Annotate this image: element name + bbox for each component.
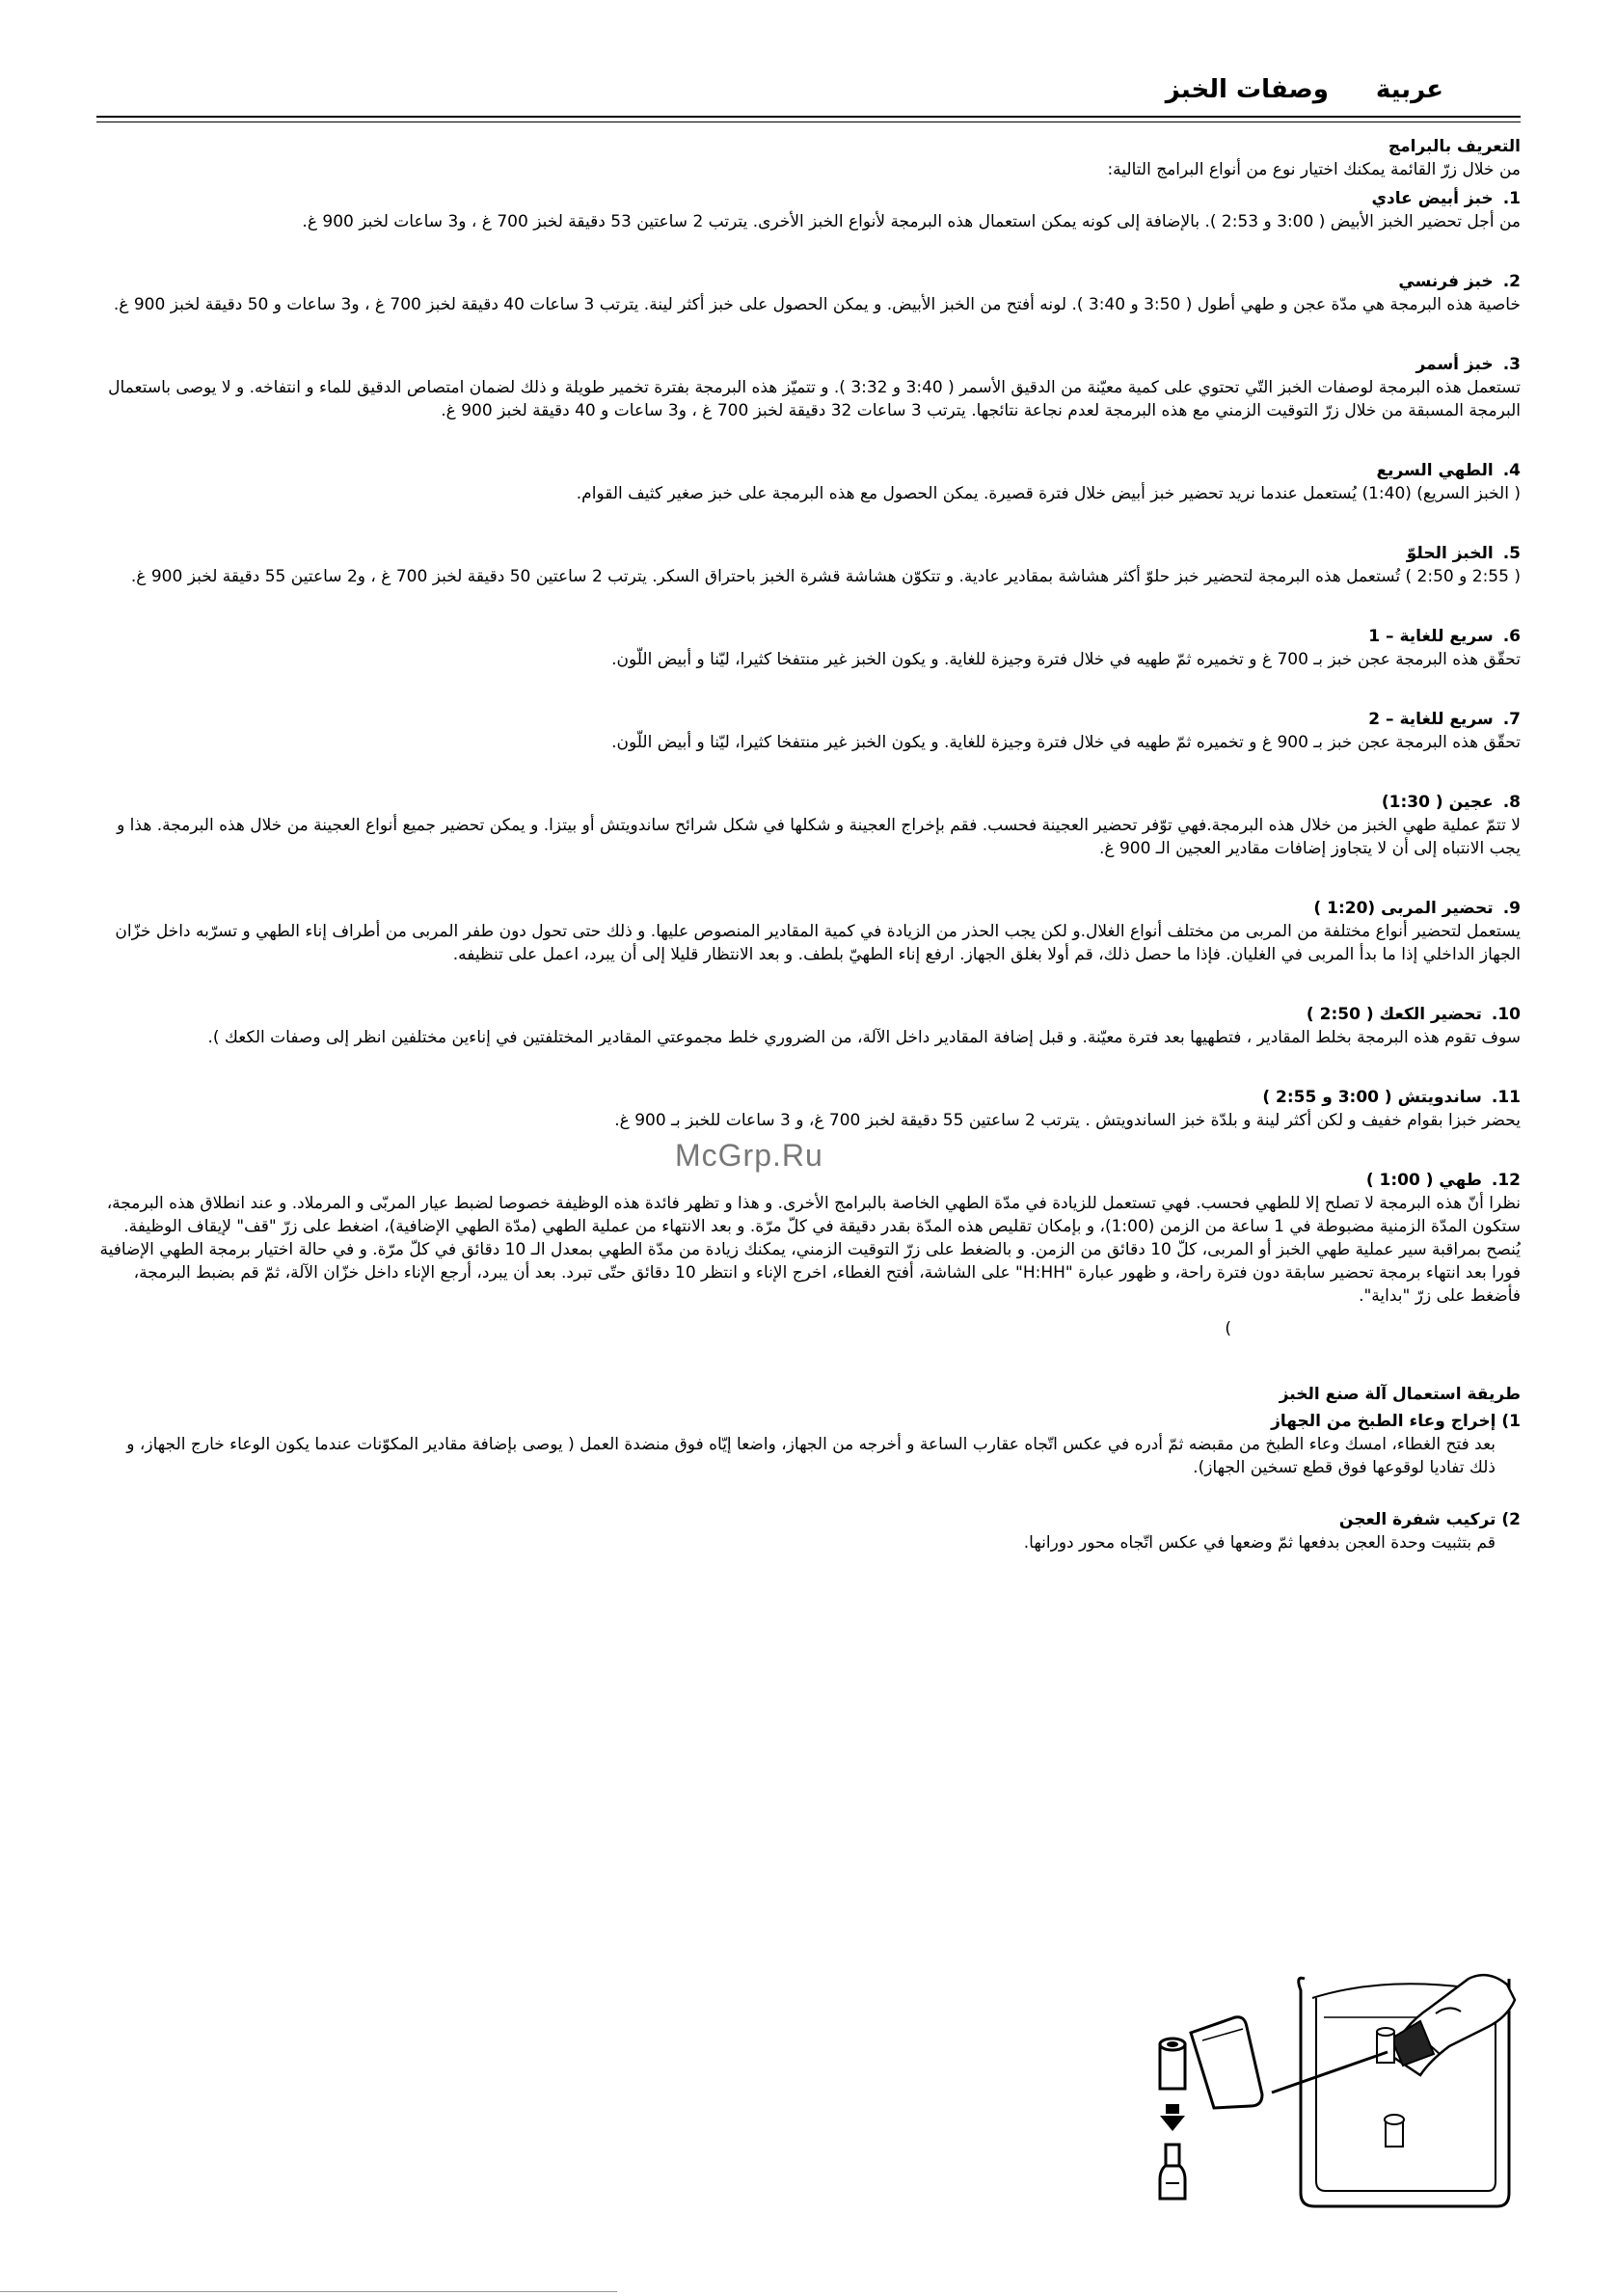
step-heading: [96, 1508, 1521, 1531]
program-section: [96, 353, 1521, 422]
step-description: قم بتثبيت وحدة العجن بدفعها ثمّ وضعها في عكس اتّجاه محور دورانها.: [1023, 1533, 1496, 1553]
header-language: عربية: [1375, 75, 1443, 104]
program-heading: [96, 791, 1521, 814]
program-description: تحقّق هذه البرمجة عجن خبز بـ 900 غ و تخميره ثمّ طهيه في خلال فترة وجيزة للغاية. و يكون الخبز غير منتفخا كثيرا، ليّنا و أبيض اللّون.: [611, 733, 1521, 752]
intro-title: التعريف بالبرامج: [1388, 137, 1521, 156]
program-section: [96, 708, 1521, 754]
stray-parenthesis: ): [1225, 1319, 1231, 1338]
program-number: 2.: [1502, 272, 1521, 291]
program-section: [96, 459, 1521, 505]
program-heading: [96, 542, 1521, 565]
program-heading: [96, 897, 1521, 920]
program-section: [96, 542, 1521, 588]
program-title: عجين ( 1:30): [1381, 793, 1494, 812]
step-heading: [96, 1410, 1521, 1433]
program-title: خبز فرنسي: [1398, 272, 1494, 291]
step-number: 1): [1501, 1412, 1521, 1431]
program-heading: [96, 187, 1521, 210]
program-description: لا تتمّ عملية طهي الخبز من خلال هذه البرمجة.فهي توّفر تحضير العجينة فحسب. فقم بإخراج العجينة و شكلها في شكل شرائح ساندويتش أو بيتزا. و يمكن تحضير جميع أنواع العجينة من خلال هذه البرمجة. هذا و يجب الانتباه إلى أن لا يتجاوز إضافات مقادير العجين الـ 900 غ.: [117, 816, 1521, 858]
program-description: تحقّق هذه البرمجة عجن خبز بـ 700 غ و تخميره ثمّ طهيه في خلال فترة وجيزة للغاية. و يكون الخبز غير منتفخا كثيرا، ليّنا و أبيض اللّون.: [611, 650, 1521, 669]
program-heading: [96, 459, 1521, 482]
program-heading: [96, 270, 1521, 293]
step-number: 2): [1501, 1510, 1521, 1529]
program-number: 10.: [1491, 1005, 1521, 1024]
usage-step: [96, 1508, 1521, 1554]
program-description: تستعمل هذه البرمجة لوصفات الخبز التّي تحتوي على كمية معيّنة من الدقيق الأسمر ( 3:40 و 3:32 ). و تتميّز هذه البرمجة بفترة تخمير طويلة و ذلك لضمان امتصاص الدقيق للماء و انتفاخه. و لا يوصى باستعمال البرمجة المسبقة من خلال زرّ التوقيت الزمني مع هذه البرمجة لعدم نجاعة نتائجها. يترتب 3 ساعات 32 دقيقة لخبز 700 غ ، و3 ساعات و 40 دقيقة لخبز 900 غ.: [108, 378, 1521, 420]
program-number: 4.: [1502, 461, 1521, 480]
program-title: تحضير الكعك ( 2:50 ): [1306, 1005, 1482, 1024]
footer-rule: [0, 2291, 617, 2292]
kneading-blade-illustration: [1102, 1940, 1519, 2212]
program-description: ( الخبز السريع) (1:40) يُستعمل عندما نريد تحضير خبز أبيض خلال فترة قصيرة. يمكن الحصول مع هذه البرمجة على خبز صغير كثيف القوام.: [576, 484, 1521, 503]
program-title: سريع للغاية – 2: [1368, 710, 1494, 729]
program-section: [96, 187, 1521, 233]
program-number: 7.: [1502, 710, 1521, 729]
program-section: [96, 1086, 1521, 1132]
header-section: وصفات الخبز: [1165, 75, 1329, 104]
program-description: خاصية هذه البرمجة هي مدّة عجن و طهي أطول ( 3:50 و 3:40 ). لونه أفتح من الخبز الأبيض. و يمكن الحصول على خبز أكثر لينة. يترتب 3 ساعات 40 دقيقة لخبز 700 غ ، و3 ساعات و 50 دقيقة لخبز 900 غ.: [113, 295, 1521, 314]
program-section: [96, 625, 1521, 671]
program-title: الطهي السريع: [1376, 461, 1494, 480]
program-number: 8.: [1502, 793, 1521, 812]
header-rule: [96, 116, 1521, 118]
program-title: ساندويتش ( 3:00 و 2:55 ): [1262, 1088, 1482, 1107]
program-description: ( 2:55 و 2:50 ) تُستعمل هذه البرمجة لتحضير خبز حلوّ أكثر هشاشة بمقادير عادية. و تتكوّن هشاشة قشرة الخبز باحتراق السكر. يترتب 2 ساعتين 50 دقيقة لخبز 700 غ ، و2 ساعتين 55 دقيقة لخبز 900 غ.: [130, 567, 1521, 586]
step-title: تركيب شفرة العجن: [1338, 1510, 1496, 1529]
usage-step: [96, 1410, 1521, 1479]
program-number: 12.: [1491, 1171, 1521, 1190]
program-title: طهي ( 1:00 ): [1365, 1171, 1482, 1190]
intro-text: من خلال زرّ القائمة يمكنك اختيار نوع من أنواع البرامج التالية:: [1107, 160, 1521, 179]
program-section: [96, 270, 1521, 316]
program-description: يحضر خبزا بقوام خفيف و لكن أكثر لينة و بلدّة خبز الساندويتش . يترتب 2 ساعتين 55 دقيقة لخبز 700 غ، و 3 ساعات للخبز بـ 900 غ.: [614, 1111, 1521, 1130]
program-title: تحضير المربى (1:20 ): [1313, 899, 1494, 918]
program-description: يستعمل لتحضير أنواع مختلفة من المربى من مختلف أنواع الغلال.و لكن يجب الحذر من الزيادة في كمية المقادير المنصوص عليها. و ذلك حتى تحول دون طفر المربى من أطراف إناء الطهي و تسرّبه داخل خزّان الجهاز الداخلي إذا ما بدأ المربى في الغليان. فإذا ما حصل ذلك، قم أولا بغلق الجهاز. ارفع إناء الطهيّ بلطف. و بعد الانتظار قليلا إلى أن يبرد، اعمل على تنظيفه.: [115, 922, 1521, 964]
usage-steps: [96, 1410, 1521, 1554]
program-number: 6.: [1502, 627, 1521, 646]
program-title: الخبز الحلوّ: [1406, 544, 1494, 563]
program-title: خبز أسمر: [1415, 355, 1494, 374]
usage-title: طريقة استعمال آلة صنع الخبز: [1279, 1385, 1521, 1404]
program-number: 11.: [1491, 1088, 1521, 1107]
step-description: بعد فتح الغطاء، امسك وعاء الطبخ من مقبضه ثمّ أدره في عكس اتّجاه عقارب الساعة و أخرجه من الجهاز، واضعا إيّاه فوق منضدة العمل ( يوصى بإضافة مقادير المكوّنات عندما يكون الوعاء خارج الجهاز، و ذلك تفاديا لوقوعها فوق قطع تسخين الجهاز).: [126, 1435, 1496, 1477]
program-heading: [96, 625, 1521, 648]
program-section: [96, 1003, 1521, 1049]
program-number: 5.: [1502, 544, 1521, 563]
program-heading: [96, 353, 1521, 376]
program-heading: [96, 708, 1521, 731]
program-description: نظرا أنّ هذه البرمجة لا تصلح إلا للطهي فحسب. فهي تستعمل للزيادة في مدّة الطهي الخاصة بالبرامج الأخرى. و هذا و تظهر فائدة هذه الوظيفة خصوصا لضبط عيار المربّى و المرملاد. و عند انطلاق هذه البرمجة، ستكون المدّة الزمنية مضبوطة في 1 ساعة من الزمن (1:00)، و بإمكان تقليص هذه المدّة بقدر دقيقة في كلّ مرّة. و بعد الانتهاء من عملية الطهي (مدّة الطهي الإضافية)، اضغط على زرّ "قف" لإيقاف الوظيفة. يُنصح بمراقبة سير عملية طهي الخبز أو المربى، كلّ 10 دقائق من الزمن. و بالضغط على زرّ التوقيت الزمني، يمكنك زيادة من مدّة الطهي بمعدل الـ 10 دقائق في كلّ مرّة. و في حالة اختيار برمجة الطهي الإضافية فورا بعد انتهاء برمجة تحضير سابقة دون فترة راحة، و ظهور عبارة "H:HH" على الشاشة، أفتح الغطاء، اخرج الإناء و انتظر 10 دقائق حتّى تبرد. بعد أن يبرد، أرجع الإناء داخل خزّان الآلة، ثمّ قم بضبط البرمجة، فأضغط على زرّ "بداية".: [99, 1194, 1521, 1306]
program-title: خبز أبيض عادي: [1371, 189, 1494, 208]
main-content: [96, 135, 1521, 1554]
step-title: إخراج وعاء الطبخ من الجهاز: [1271, 1412, 1496, 1431]
program-section: [96, 1169, 1521, 1308]
program-section: [96, 791, 1521, 860]
program-title: سريع للغاية – 1: [1368, 627, 1494, 646]
program-section: [96, 897, 1521, 966]
page-header: [1166, 75, 1443, 104]
program-heading: [96, 1086, 1521, 1109]
watermark: McGrp.Ru: [675, 1138, 823, 1173]
usage-block: [96, 1383, 1521, 1554]
program-description: من أجل تحضير الخبز الأبيض ( 3:00 و 2:53 ). بالإضافة إلى كونه يمكن استعمال هذه البرمجة لأنواع الخبز الأخرى. يترتب 2 ساعتين 53 دقيقة لخبز 700 غ ، و3 ساعات لخبز 900 غ.: [302, 212, 1521, 231]
program-number: 1.: [1502, 189, 1521, 208]
program-heading: [96, 1003, 1521, 1026]
program-description: سوف تقوم هذه البرمجة بخلط المقادير ، فتطهيها بعد فترة معيّنة. و قبل إضافة المقادير داخل الآلة، من الضروري خلط مجموعتي المقادير المختلفتين في إناءين مختلفين انظر إلى وصفات الكعك ).: [207, 1028, 1521, 1047]
program-number: 9.: [1502, 899, 1521, 918]
program-number: 3.: [1502, 355, 1521, 374]
